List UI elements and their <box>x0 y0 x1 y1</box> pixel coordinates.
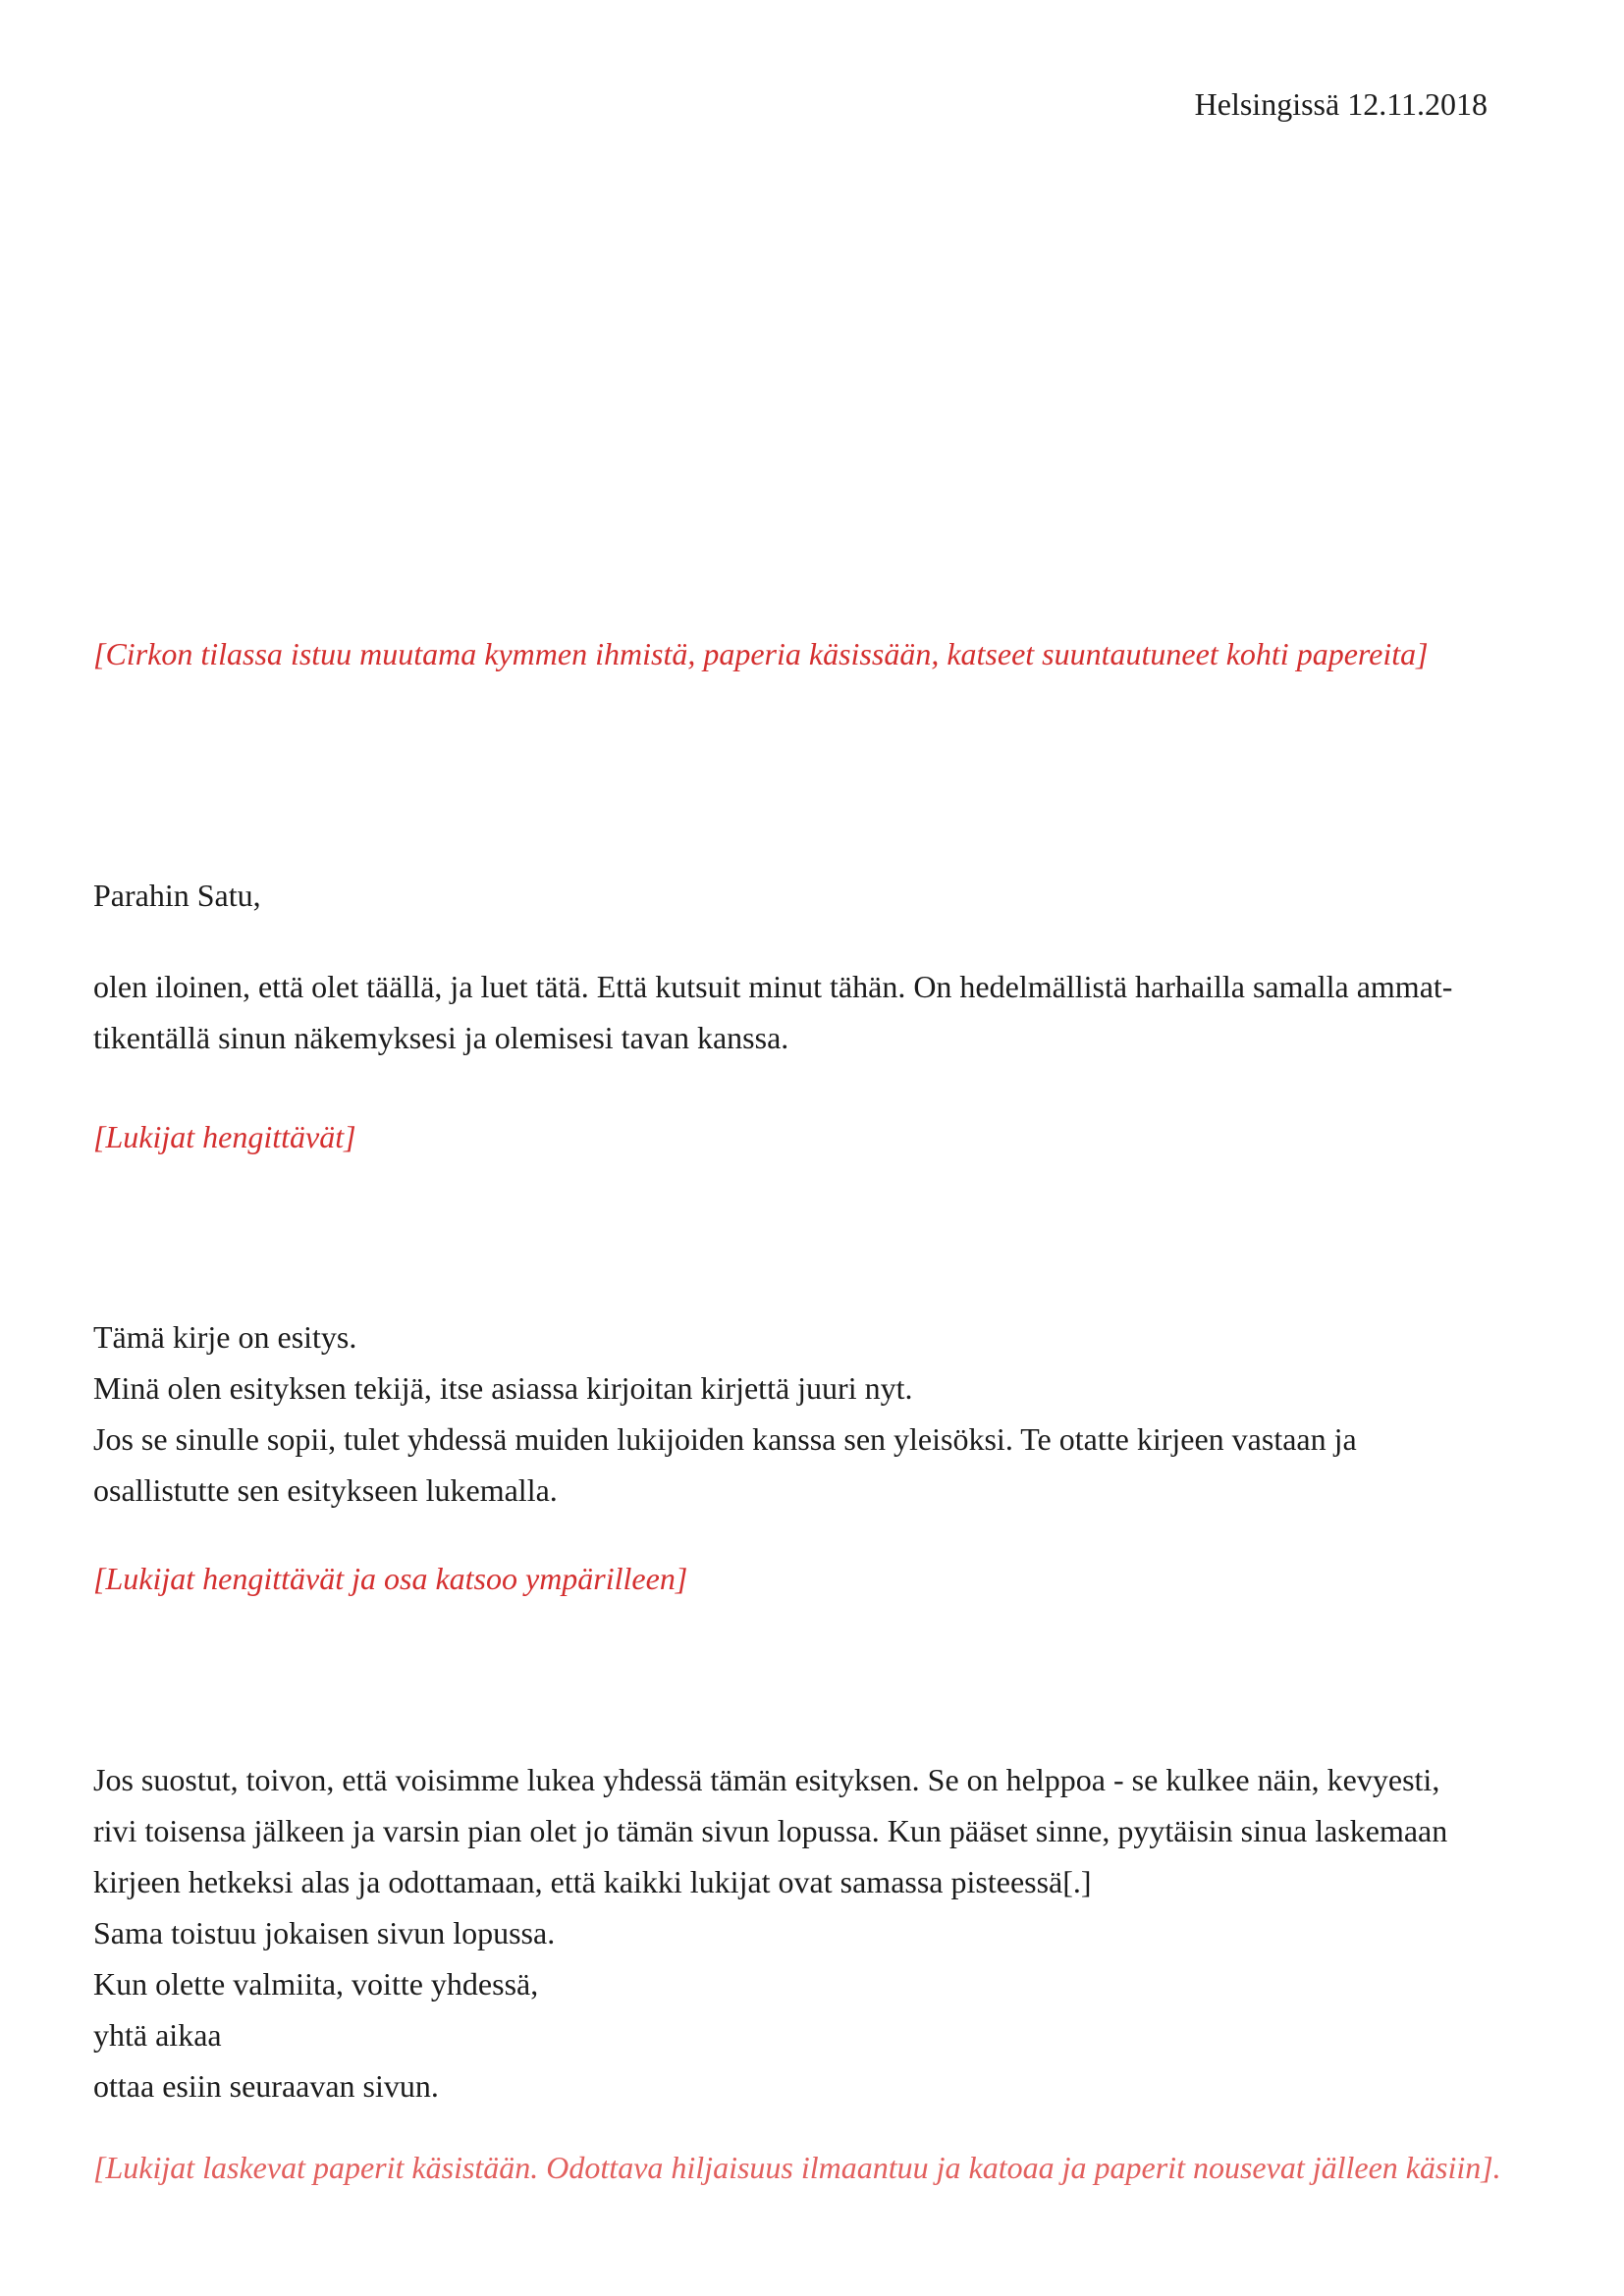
paragraph-line: Tämä kirje on esitys. <box>93 1319 357 1355</box>
paragraph-line: rivi toisensa jälkeen ja varsin pian olet jo tämän sivun lopussa. Kun pääset sinne, pyytäisin sinua laskemaan <box>93 1813 1448 1848</box>
stage-direction: [Cirkon tilassa istuu muutama kymmen ihmistä, paperia käsissään, katseet suuntautuneet kohti papereita] <box>93 636 1429 671</box>
paragraph-line: Jos se sinulle sopii, tulet yhdessä muiden lukijoiden kanssa sen yleisöksi. Te otatte kirjeen vastaan ja <box>93 1421 1357 1457</box>
paragraph-line: osallistutte sen esitykseen lukemalla. <box>93 1472 558 1508</box>
paragraph-line: kirjeen hetkeksi alas ja odottamaan, että kaikki lukijat ovat samassa pisteessä[.] <box>93 1864 1092 1899</box>
paragraph <box>93 1311 1537 1516</box>
stage-direction: [Lukijat hengittävät] <box>93 1119 356 1154</box>
paragraph-line: Minä olen esityksen tekijä, itse asiassa kirjoitan kirjettä juuri nyt. <box>93 1370 913 1406</box>
paragraph-line: Sama toistuu jokaisen sivun lopussa. <box>93 1915 556 1950</box>
paragraph <box>93 961 1537 1063</box>
paragraph-line: tikentällä sinun näkemyksesi ja olemisesi tavan kanssa. <box>93 1020 789 1055</box>
paragraph-line: olen iloinen, että olet täällä, ja luet tätä. Että kutsuit minut tähän. On hedelmällistä harhailla samalla ammat- <box>93 969 1453 1004</box>
paragraph-line: yhtä aikaa <box>93 2017 222 2053</box>
paragraph-line: Jos suostut, toivon, että voisimme lukea yhdessä tämän esityksen. Se on helppoa - se kulkee näin, kevyesti, <box>93 1762 1440 1797</box>
dateline: Helsingissä 12.11.2018 <box>1194 86 1488 122</box>
salutation: Parahin Satu, <box>93 878 261 913</box>
paragraph-line: ottaa esiin seuraavan sivun. <box>93 2068 439 2104</box>
stage-direction: [Lukijat hengittävät ja osa katsoo ympärilleen] <box>93 1561 688 1596</box>
paragraph <box>93 1754 1537 2111</box>
stage-direction: [Lukijat laskevat paperit käsistään. Odottava hiljaisuus ilmaantuu ja katoaa ja paperit nousevat jälleen käsiin]. <box>93 2150 1501 2185</box>
paragraph-line: Kun olette valmiita, voitte yhdessä, <box>93 1966 539 2002</box>
